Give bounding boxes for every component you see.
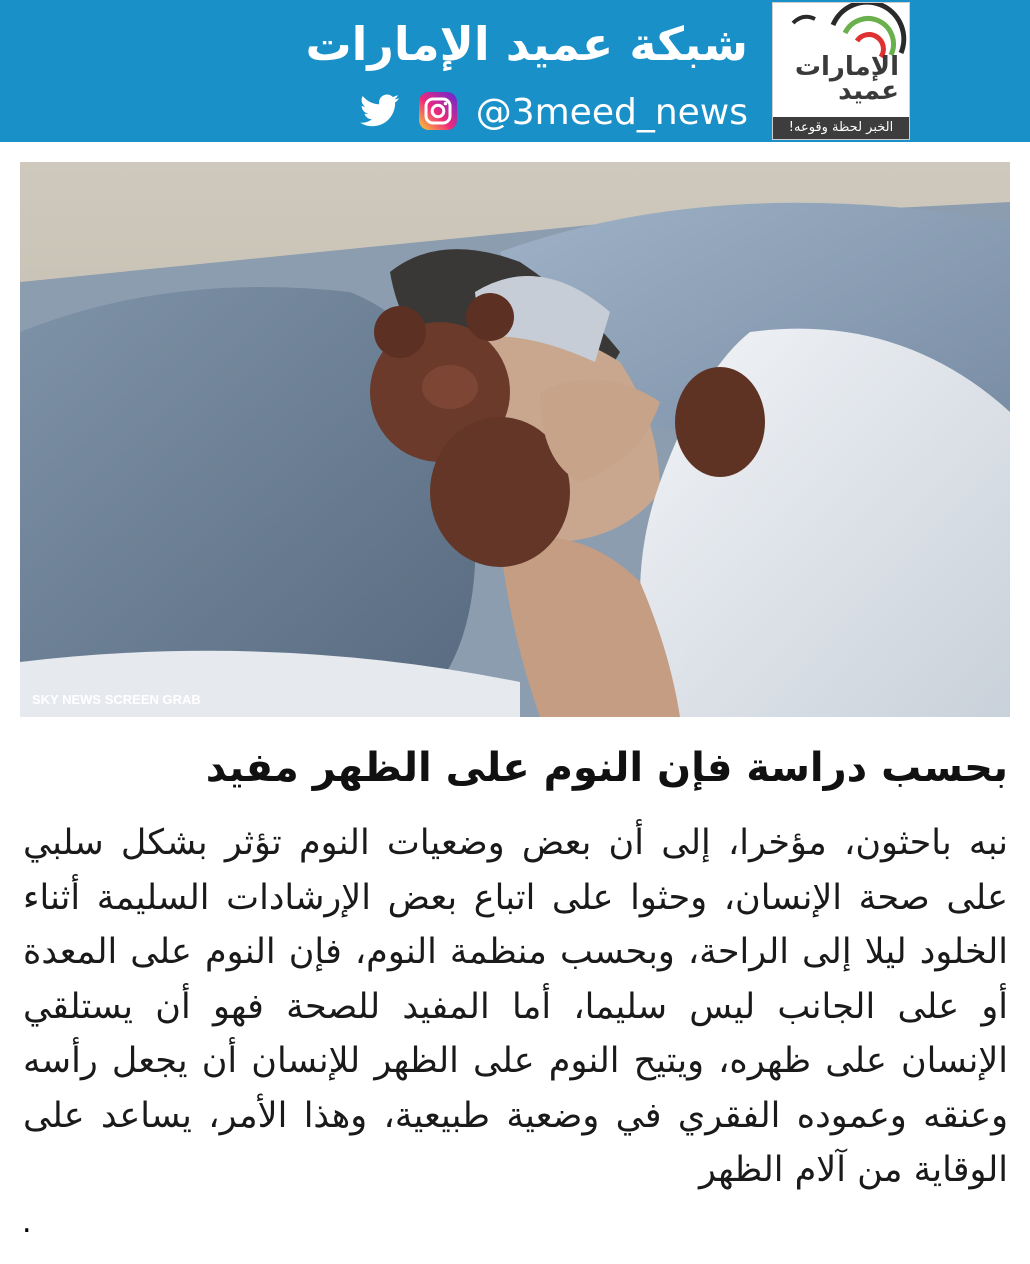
sleeping-woman-photo: [20, 162, 1010, 717]
logo-tagline: الخبر لحظة وقوعه!: [773, 117, 909, 139]
instagram-icon[interactable]: [418, 91, 458, 135]
article-headline: بحسب دراسة فإن النوم على الظهر مفيد: [205, 745, 1008, 791]
header-bar: [0, 0, 1030, 142]
network-title: شبكة عميد الإمارات: [305, 17, 748, 71]
social-links: [360, 88, 748, 138]
photo-credit: SKY NEWS SCREEN GRAB: [32, 692, 201, 707]
trailing-mark: .: [22, 1205, 32, 1240]
article-photo: [20, 162, 1010, 717]
article-body: نبه باحثون، مؤخرا، إلى أن بعض وضعيات النوم تؤثر بشكل سلبي على صحة الإنسان، وحثوا على اتباع بعض الإرشادات السليمة أثناء الخلود ليلا إلى الراحة، وبحسب منظمة النوم، فإن النوم على المعدة أو على الجانب ليس سليما، أما المفيد للصحة فهو أن يستلقي الإنسان على ظهره، ويتيح النوم على الظهر للإنسان أن يجعل رأسه وعنقه وعموده الفقري في وضعية طبيعية، وهذا الأمر، يساعد على الوقاية من آلام الظهر: [23, 823, 1008, 1190]
logo: [772, 2, 910, 140]
social-handle[interactable]: @3meed_news: [475, 92, 748, 133]
logo-name: الإمارات عميد: [794, 52, 899, 106]
twitter-icon[interactable]: [360, 94, 400, 132]
